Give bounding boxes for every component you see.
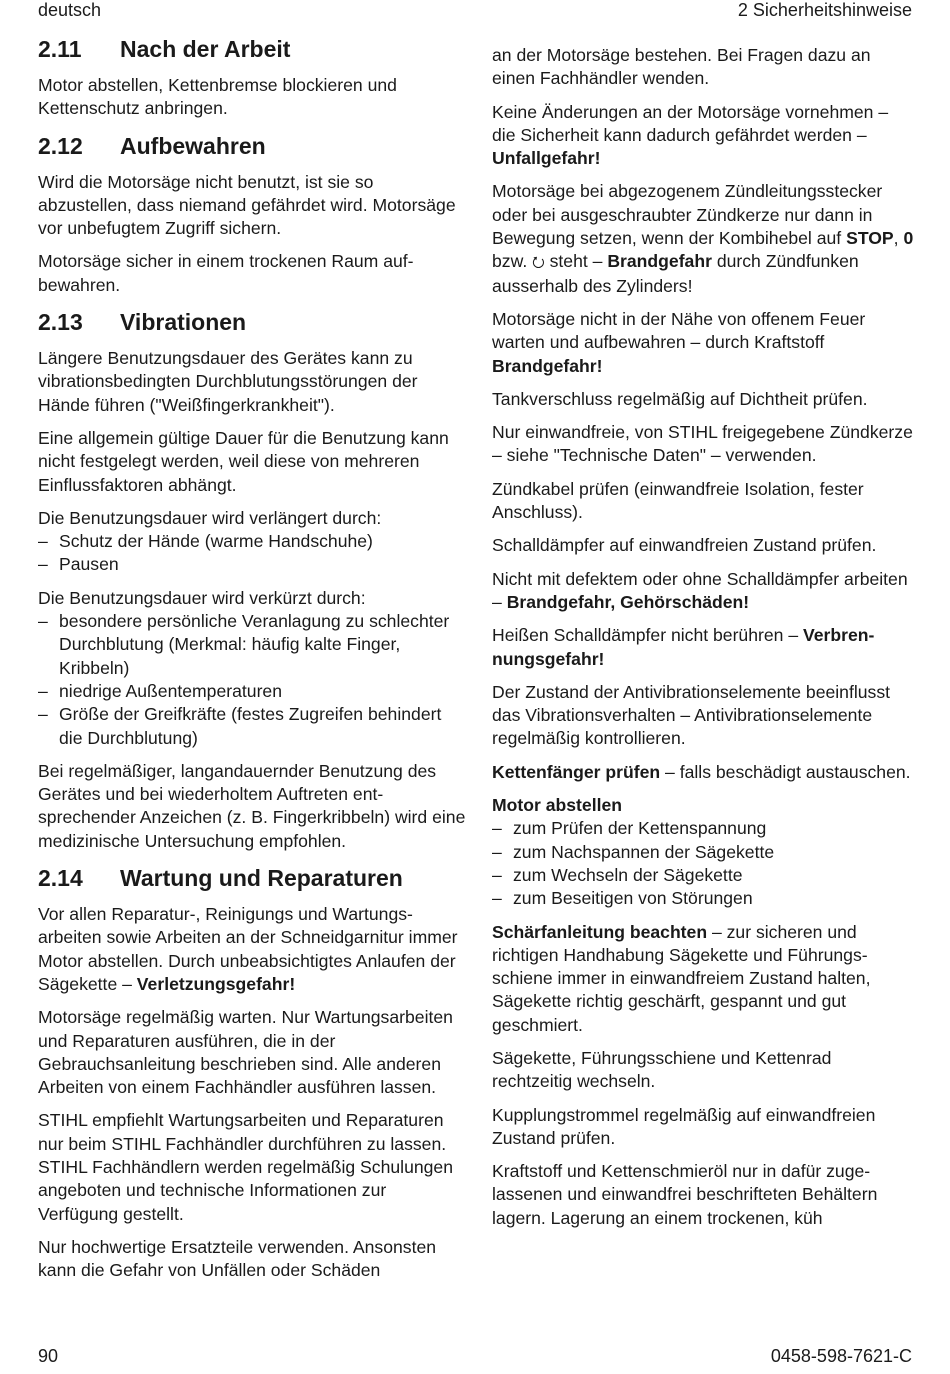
paragraph xyxy=(492,921,916,1037)
heading-2-11 xyxy=(38,34,466,64)
lever-position-icon: ⭮ xyxy=(532,254,545,272)
list-item: – zum Wechseln der Sägekette xyxy=(492,864,916,887)
warning-text: Verletzungsgefahr! xyxy=(136,973,296,994)
document-code: 0458-598-7621-C xyxy=(770,1346,912,1366)
list-item: – besondere persönliche Veranlagung zu schlechter Durchblutung (Merkmal: häufig kalte Finger, Kribbeln) xyxy=(38,610,466,680)
stop-label: STOP xyxy=(846,228,894,249)
warning-text: Verbrennungsgefahr! xyxy=(492,625,875,669)
page-number: 90 xyxy=(38,1346,59,1366)
warning-text: Brandgefahr xyxy=(607,251,712,272)
paragraph: Nur einwandfreie, von STIHL freigegebene Zündkerze – siehe "Technische Daten" – verwenden. xyxy=(492,422,913,466)
text: , xyxy=(893,228,904,249)
paragraph: Sägekette, Führungsschiene und Kettenrad rechtzeitig wechseln. xyxy=(492,1047,832,1092)
text: – falls beschädigt austauschen. xyxy=(660,761,911,782)
heading-title: Vibrationen xyxy=(120,309,247,336)
list-item: – Größe der Greifkräfte (festes Zugreifen behindert die Durchblutung) xyxy=(38,703,466,750)
dash-list xyxy=(492,817,916,910)
text: durch Zündfunken ausserhalb des Zylinders! xyxy=(492,251,859,296)
list-item: – zum Prüfen der Kettenspannung xyxy=(492,817,916,840)
text: Motorsäge nicht in der Nähe von offenem Feuer warten und aufbewahren – durch Kraftstoff xyxy=(492,308,866,353)
list-item: – niedrige Außentemperaturen xyxy=(38,680,466,703)
heading-title: Nach der Arbeit xyxy=(120,36,291,62)
paragraph: Schalldämpfer auf einwandfreien Zustand prüfen. xyxy=(492,535,877,556)
paragraph xyxy=(492,761,916,784)
list-intro: Motor abstellen xyxy=(492,795,623,816)
paragraph xyxy=(38,903,466,996)
dash-list xyxy=(38,530,466,577)
paragraph: Motorsäge sicher in einem trockenen Raum aufbewahren. xyxy=(38,251,414,295)
paragraph: Motorsäge regelmäßig warten. Nur Wartungsarbeiten und Reparaturen ausführen, die in der Gebrauchsanleitung beschrieben sind. Alle anderen Arbeiten von einem Fachhändler ausführen lassen. xyxy=(38,1007,453,1098)
heading-number: 2.13 xyxy=(38,309,83,336)
text: Motorsäge bei abgezogenem Zündleitungsstecker oder bei ausgeschraubter Zündkerze nur dann in Bewegung setzen, wenn der Kombihebel auf xyxy=(492,181,883,249)
list-intro: Die Benutzungsdauer wird verkürzt durch: xyxy=(38,587,366,608)
paragraph: Der Zustand der Antivibrationselemente beeinflusst das Vibrationsverhalten – Antivibrationselemente regelmäßig kontrollieren. xyxy=(492,681,891,749)
header-chapter: 2 Sicherheitshinweise xyxy=(737,0,912,20)
left-column xyxy=(38,34,466,1292)
paragraph: Eine allgemein gültige Dauer für die Benutzung kann nicht festgelegt werden, weil diese von mehreren Einflussfaktoren abhängt. xyxy=(38,427,449,495)
warning-text: Brandgefahr, Gehörschäden! xyxy=(506,591,750,612)
dash-list xyxy=(38,610,466,750)
text: steht – xyxy=(544,251,608,272)
paragraph xyxy=(492,308,916,378)
text: Keine Änderungen an der Motorsäge vornehmen – die Sicherheit kann dadurch gefährdet werden – xyxy=(492,101,889,145)
zero-label: 0 xyxy=(903,228,914,249)
list-item: – Pausen xyxy=(38,553,466,576)
heading-number: 2.11 xyxy=(38,36,82,62)
heading-2-12 xyxy=(38,131,466,161)
paragraph: Motor abstellen, Kettenbremse blockieren und Kettenschutz anbringen. xyxy=(38,75,397,119)
paragraph xyxy=(492,180,916,297)
heading-title: Wartung und Reparaturen xyxy=(120,865,403,892)
paragraph: Bei regelmäßiger, langandauernder Benutzung des Gerätes und bei wiederholtem Auftreten entsprechender Anzeichen (z. B. Fingerkribbeln) wird eine medizinische Untersuchung empfohlen. xyxy=(38,760,466,851)
heading-2-13 xyxy=(38,307,466,337)
right-column xyxy=(492,44,916,1240)
heading-title: Aufbewahren xyxy=(120,132,266,159)
paragraph: Wird die Motorsäge nicht benutzt, ist sie so abzustellen, dass niemand gefährdet wird. Motorsäge vor unbefugtem Zugriff sichern. xyxy=(38,171,456,239)
text: Nicht mit defektem oder ohne Schalldämpfer arbeiten – xyxy=(492,568,908,612)
warning-text: Unfallgefahr! xyxy=(492,148,601,169)
heading-2-14 xyxy=(38,863,466,893)
paragraph: Kraftstoff und Kettenschmieröl nur in dafür zugelassenen und einwandfrei beschrifteten Behältern lagern. Lagerung an einem trockenen, küh xyxy=(492,1161,878,1228)
list-item: – zum Beseitigen von Störungen xyxy=(492,887,916,910)
warning-text: Brandgefahr! xyxy=(492,355,603,376)
paragraph: Tankverschluss regelmäßig auf Dichtheit prüfen. xyxy=(492,388,868,409)
emphasis-text: Kettenfänger prüfen xyxy=(492,761,661,782)
text: – zur sicheren und richtigen Handhabung Sägekette und Führungsschiene immer in einwandfreiem Zustand halten, Sägekette richtig geschärft, gespannt und gut geschmiert. xyxy=(492,921,871,1035)
header-language: deutsch xyxy=(38,0,102,20)
paragraph: Längere Benutzungsdauer des Gerätes kann zu vibrationsbedingten Durchblutungsstörungen der Hände führen ("Weißfingerkrankheit"). xyxy=(38,348,418,415)
paragraph: Nur hochwertige Ersatzteile verwenden. Ansonsten kann die Gefahr von Unfällen oder Schäden xyxy=(38,1236,437,1281)
text: Heißen Schalldämpfer nicht berühren – xyxy=(492,625,803,646)
heading-number: 2.14 xyxy=(38,865,83,892)
paragraph xyxy=(492,101,916,171)
paragraph: an der Motorsäge bestehen. Bei Fragen dazu an einen Fachhändler wenden. xyxy=(492,45,871,89)
paragraph xyxy=(492,568,916,615)
text: bzw. xyxy=(492,251,533,272)
paragraph xyxy=(492,624,916,671)
paragraph: Kupplungstrommel regelmäßig auf einwandfreien Zustand prüfen. xyxy=(492,1104,876,1148)
text: Vor allen Reparatur-, Reinigungs und Wartungsarbeiten sowie Arbeiten an der Schneidgarnitur immer Motor abstellen. Durch unbeabsichtigtes Anlaufen der Sägekette – xyxy=(38,904,458,994)
list-item: – Schutz der Hände (warme Handschuhe) xyxy=(38,530,466,553)
paragraph: Zündkabel prüfen (einwandfreie Isolation, fester Anschluss). xyxy=(492,478,864,523)
list-intro: Die Benutzungsdauer wird verlängert durch: xyxy=(38,507,382,528)
paragraph: STIHL empfiehlt Wartungsarbeiten und Reparaturen nur beim STIHL Fachhändler durchführen zu lassen. STIHL Fachhändlern werden regelmäßig Schulungen angeboten und technische Informationen zur Verfügung gestellt. xyxy=(38,1110,453,1224)
heading-number: 2.12 xyxy=(38,132,83,159)
emphasis-text: Schärfanleitung beachten xyxy=(492,921,708,942)
list-item: – zum Nachspannen der Sägekette xyxy=(492,841,916,864)
